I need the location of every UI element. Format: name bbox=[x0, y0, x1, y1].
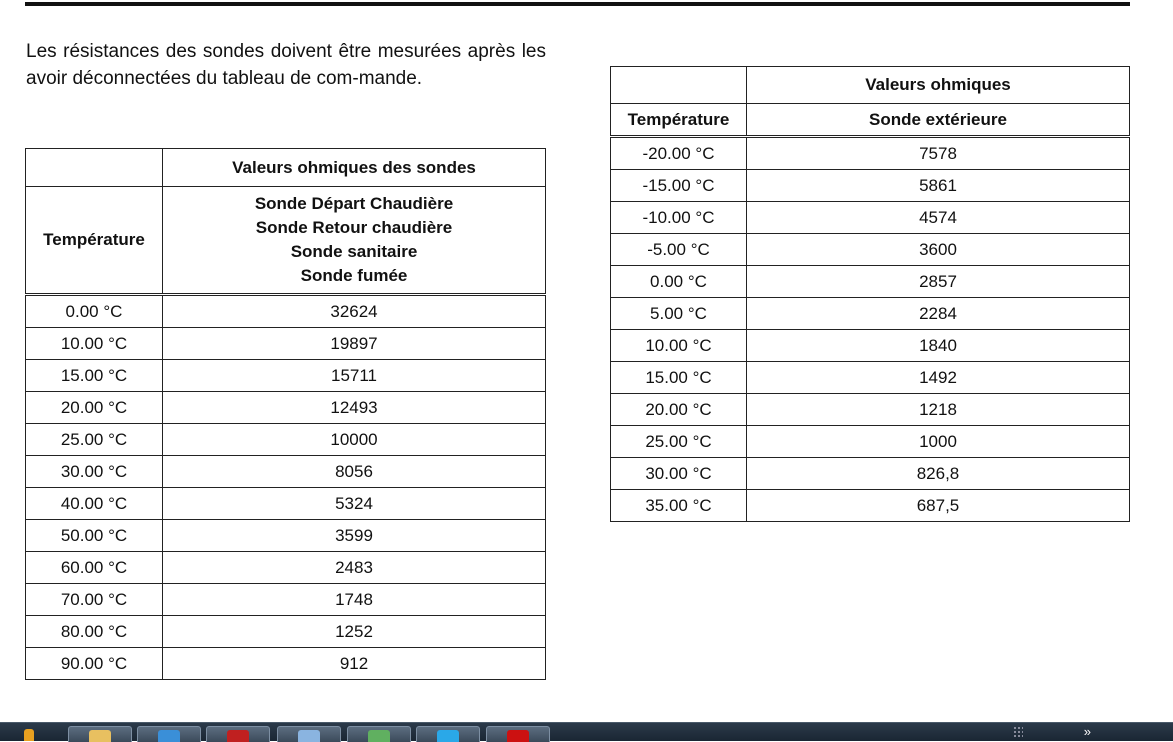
resistance-cell: 826,8 bbox=[747, 458, 1130, 490]
temperature-cell: -5.00 °C bbox=[611, 234, 747, 266]
group-header: Valeurs ohmiques bbox=[747, 67, 1130, 104]
resistance-cell: 12493 bbox=[163, 392, 546, 424]
intro-paragraph: Les résistances des sondes doivent être mesurées après les avoir déconnectées du tableau de com-mande. bbox=[26, 41, 546, 89]
table-row bbox=[611, 490, 1130, 522]
table-corner bbox=[26, 149, 163, 187]
temperature-cell: 25.00 °C bbox=[26, 424, 163, 456]
resistance-cell: 1492 bbox=[747, 362, 1130, 394]
group-header: Valeurs ohmiques des sondes bbox=[163, 149, 546, 187]
probe-names-header bbox=[163, 187, 546, 295]
table-row bbox=[26, 520, 546, 552]
table-row bbox=[611, 298, 1130, 330]
taskbar-button[interactable] bbox=[0, 726, 40, 741]
table-row bbox=[26, 295, 546, 328]
table-row bbox=[26, 456, 546, 488]
temperature-cell: 25.00 °C bbox=[611, 426, 747, 458]
taskbar-grip-icon[interactable] bbox=[1013, 726, 1023, 738]
resistance-cell: 15711 bbox=[163, 360, 546, 392]
resistance-cell: 2483 bbox=[163, 552, 546, 584]
probe-name: Sonde fumée bbox=[300, 266, 408, 285]
table-row bbox=[611, 394, 1130, 426]
outdoor-probe-table bbox=[610, 66, 1130, 522]
temperature-cell: 70.00 °C bbox=[26, 584, 163, 616]
resistance-cell: 5861 bbox=[747, 170, 1130, 202]
table-row bbox=[26, 648, 546, 680]
table-row bbox=[26, 488, 546, 520]
temperature-cell: -10.00 °C bbox=[611, 202, 747, 234]
table-row bbox=[611, 170, 1130, 202]
temperature-cell: 0.00 °C bbox=[611, 266, 747, 298]
resistance-cell: 8056 bbox=[163, 456, 546, 488]
resistance-cell: 7578 bbox=[747, 137, 1130, 170]
chart-app-icon bbox=[368, 730, 390, 742]
resistance-cell: 19897 bbox=[163, 328, 546, 360]
temperature-cell: 15.00 °C bbox=[26, 360, 163, 392]
skype-icon bbox=[437, 730, 459, 742]
resistance-cell: 1252 bbox=[163, 616, 546, 648]
resistance-cell: 687,5 bbox=[747, 490, 1130, 522]
taskbar bbox=[0, 722, 1173, 741]
table-row bbox=[611, 137, 1130, 170]
table-row bbox=[26, 552, 546, 584]
resistance-cell: 32624 bbox=[163, 295, 546, 328]
temperature-cell: -20.00 °C bbox=[611, 137, 747, 170]
temperature-cell: 30.00 °C bbox=[611, 458, 747, 490]
outdoor-probe-header: Sonde extérieure bbox=[747, 104, 1130, 137]
table-row bbox=[611, 362, 1130, 394]
start-orb-icon bbox=[24, 729, 34, 741]
temperature-header: Température bbox=[26, 187, 163, 295]
table-row bbox=[611, 330, 1130, 362]
table-row bbox=[611, 234, 1130, 266]
probe-name: Sonde sanitaire bbox=[290, 242, 418, 261]
file-explorer-icon bbox=[89, 730, 111, 742]
probe-name: Sonde Retour chaudière bbox=[255, 218, 453, 237]
pdf-reader-icon bbox=[507, 730, 529, 742]
resistance-cell: 5324 bbox=[163, 488, 546, 520]
temperature-cell: 35.00 °C bbox=[611, 490, 747, 522]
resistance-cell: 1000 bbox=[747, 426, 1130, 458]
table-row bbox=[26, 360, 546, 392]
table-row bbox=[26, 584, 546, 616]
table-row bbox=[611, 202, 1130, 234]
top-rule bbox=[25, 2, 1130, 6]
taskbar-overflow-button[interactable]: » bbox=[1083, 724, 1091, 739]
table-row bbox=[26, 424, 546, 456]
resistance-cell: 1218 bbox=[747, 394, 1130, 426]
resistance-cell: 4574 bbox=[747, 202, 1130, 234]
red-app-icon bbox=[227, 730, 249, 742]
table-row bbox=[611, 266, 1130, 298]
table-row bbox=[26, 616, 546, 648]
resistance-cell: 912 bbox=[163, 648, 546, 680]
resistance-cell: 10000 bbox=[163, 424, 546, 456]
resistance-cell: 1840 bbox=[747, 330, 1130, 362]
resistance-cell: 2284 bbox=[747, 298, 1130, 330]
temperature-cell: 90.00 °C bbox=[26, 648, 163, 680]
temperature-cell: 20.00 °C bbox=[26, 392, 163, 424]
temperature-cell: 10.00 °C bbox=[26, 328, 163, 360]
table-row bbox=[26, 392, 546, 424]
table-corner bbox=[611, 67, 747, 104]
temperature-cell: 0.00 °C bbox=[26, 295, 163, 328]
temperature-cell: 10.00 °C bbox=[611, 330, 747, 362]
temperature-cell: 15.00 °C bbox=[611, 362, 747, 394]
internet-explorer-icon bbox=[158, 730, 180, 742]
resistance-cell: 1748 bbox=[163, 584, 546, 616]
temperature-cell: 5.00 °C bbox=[611, 298, 747, 330]
document-app-icon bbox=[298, 730, 320, 742]
temperature-cell: 60.00 °C bbox=[26, 552, 163, 584]
temperature-header: Température bbox=[611, 104, 747, 137]
temperature-cell: 40.00 °C bbox=[26, 488, 163, 520]
probe-resistance-table bbox=[25, 148, 546, 680]
resistance-cell: 3600 bbox=[747, 234, 1130, 266]
resistance-cell: 3599 bbox=[163, 520, 546, 552]
temperature-cell: 20.00 °C bbox=[611, 394, 747, 426]
resistance-cell: 2857 bbox=[747, 266, 1130, 298]
temperature-cell: -15.00 °C bbox=[611, 170, 747, 202]
temperature-cell: 80.00 °C bbox=[26, 616, 163, 648]
table-row bbox=[26, 328, 546, 360]
probe-name: Sonde Départ Chaudière bbox=[254, 194, 454, 213]
table-row bbox=[611, 458, 1130, 490]
table-row bbox=[611, 426, 1130, 458]
temperature-cell: 50.00 °C bbox=[26, 520, 163, 552]
temperature-cell: 30.00 °C bbox=[26, 456, 163, 488]
